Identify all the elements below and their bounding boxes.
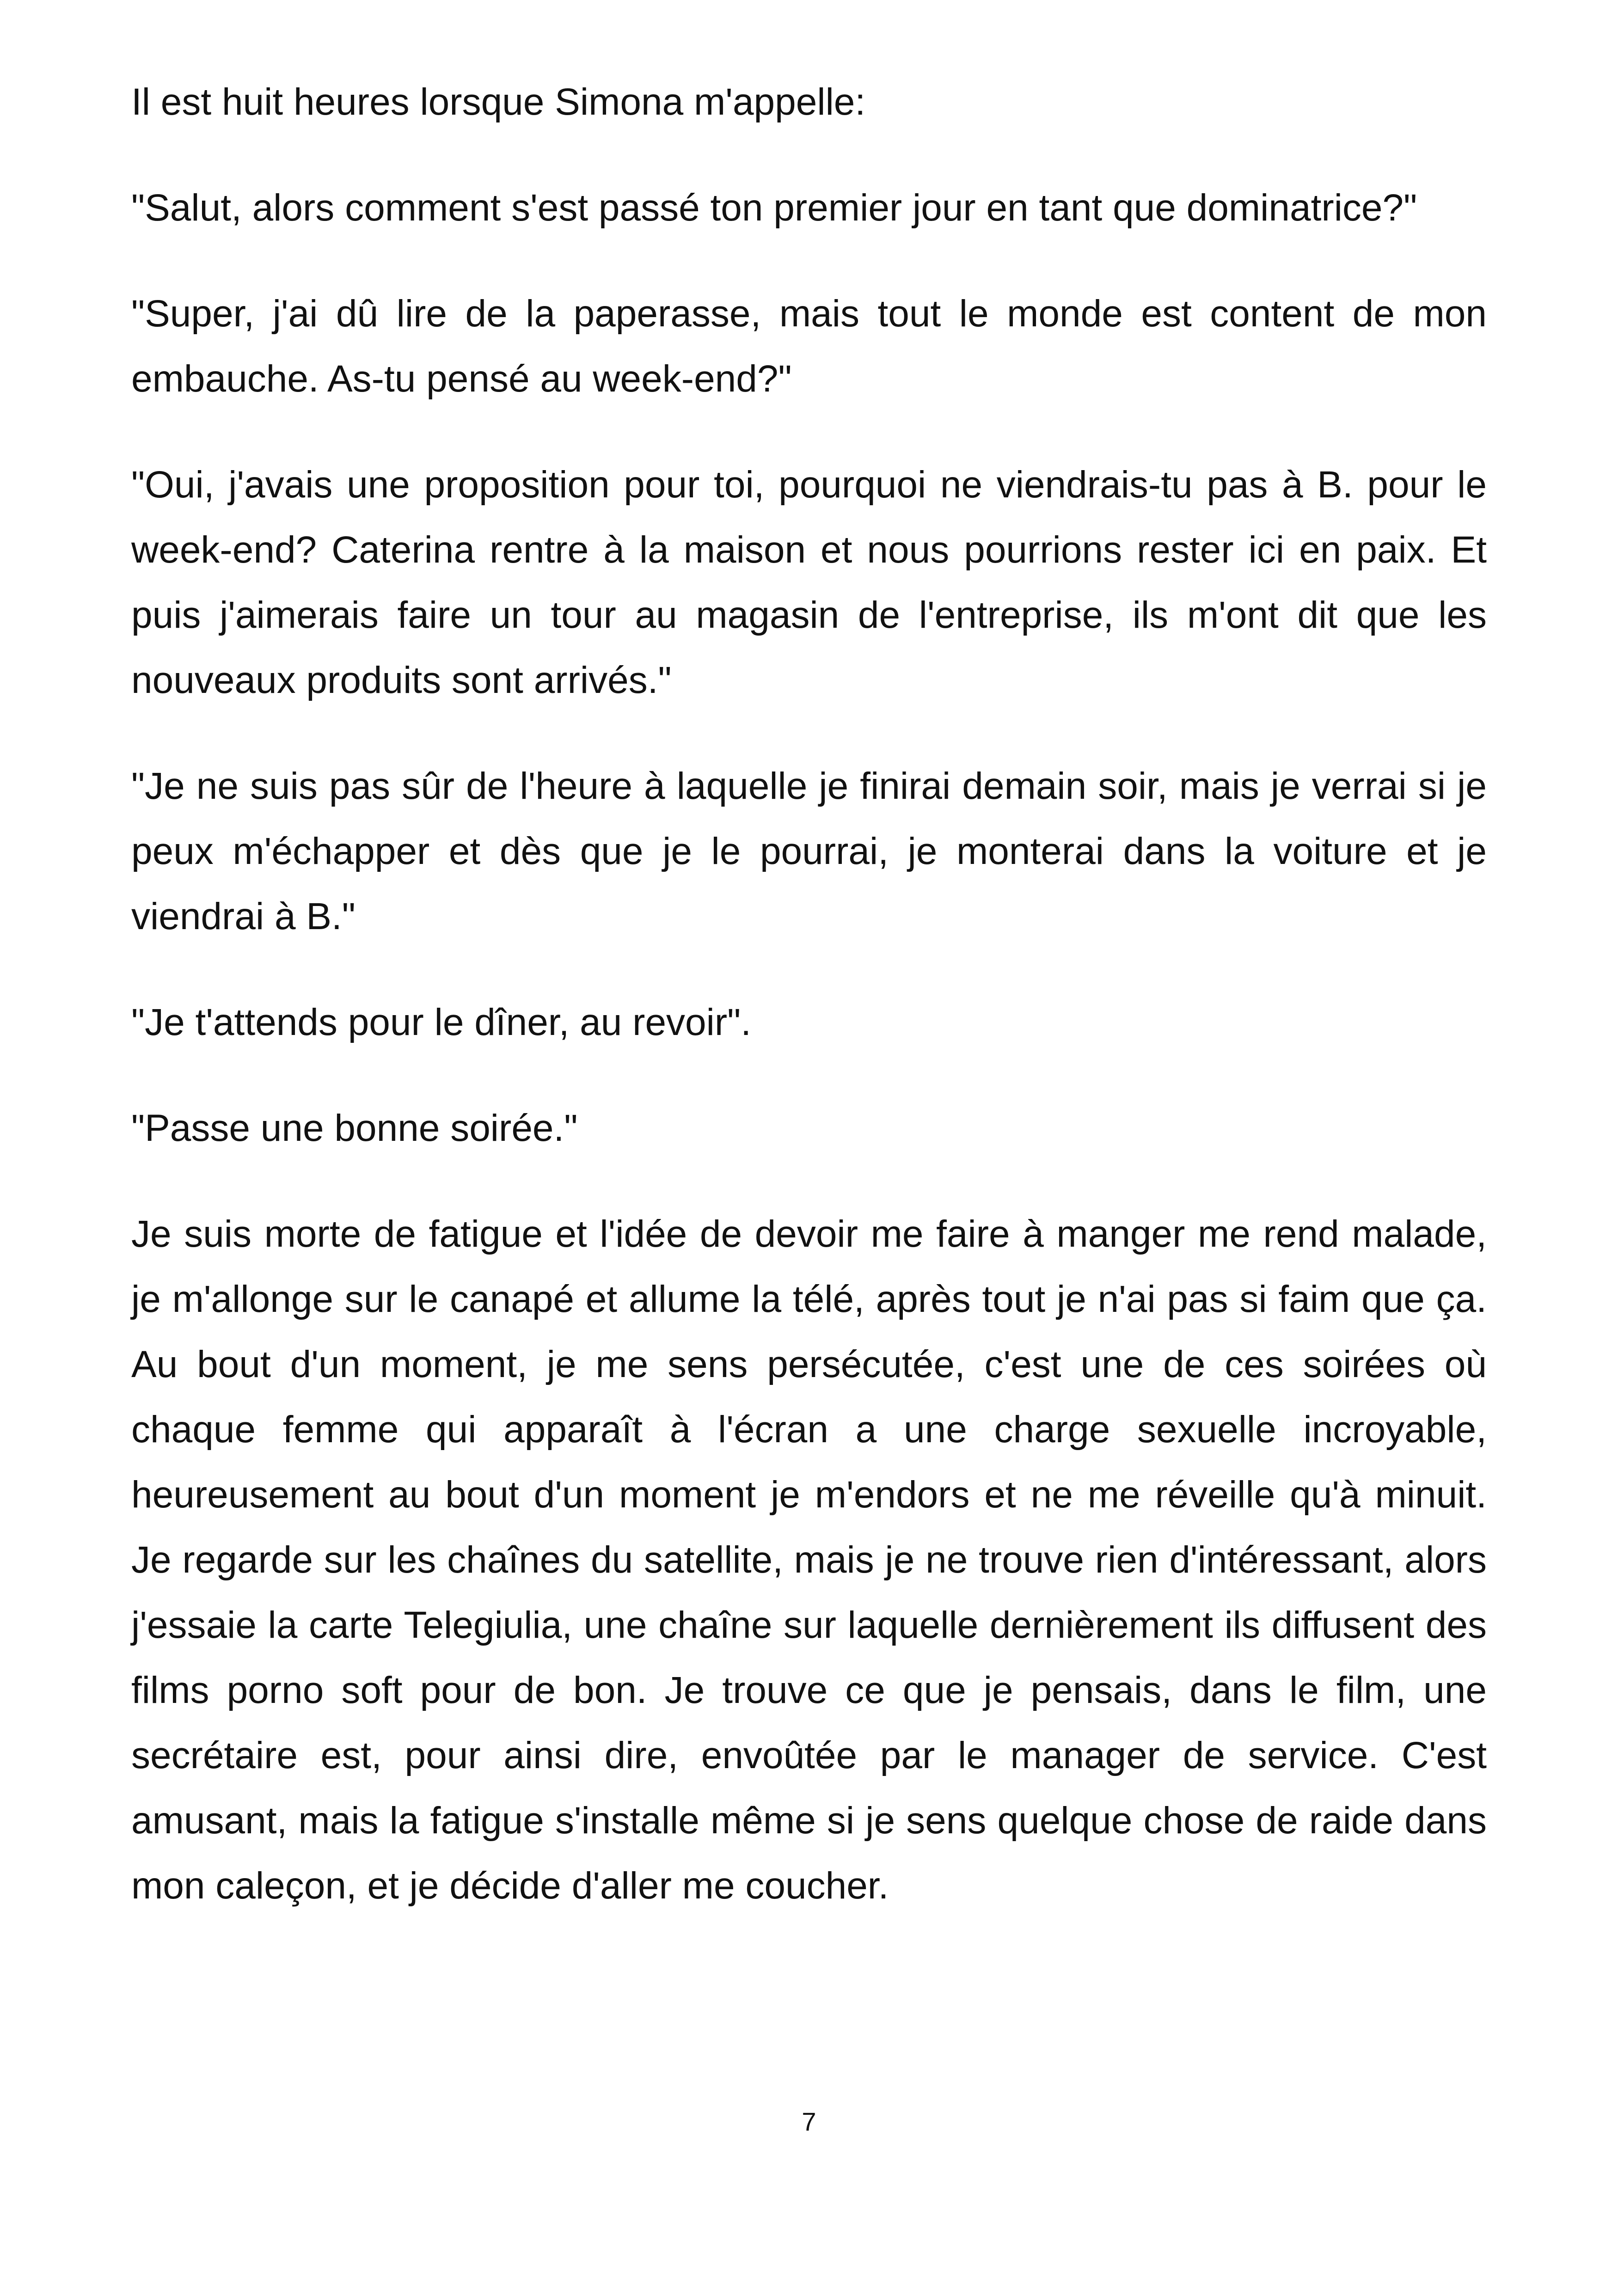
paragraph-4: "Oui, j'avais une proposition pour toi, pourquoi ne viendrais-tu pas à B. pour le week-end? Caterina rentre à la maison et nous pourrions rester ici en paix. Et puis j'aimerais faire un tour au magasin de l'entreprise, ils m'ont dit que les nouveaux produits sont arrivés." bbox=[131, 464, 1487, 701]
paragraph-3: "Super, j'ai dû lire de la paperasse, mais tout le monde est content de mon embauche. As-tu pensé au week-end?" bbox=[131, 293, 1487, 400]
paragraph-2: "Salut, alors comment s'est passé ton premier jour en tant que dominatrice?" bbox=[131, 187, 1417, 229]
paragraph-7: "Passe une bonne soirée." bbox=[131, 1107, 578, 1149]
body-text bbox=[131, 69, 1487, 1959]
paragraph-1: Il est huit heures lorsque Simona m'appelle: bbox=[131, 81, 866, 123]
paragraph-5: "Je ne suis pas sûr de l'heure à laquelle je finirai demain soir, mais je verrai si je peux m'échapper et dès que je le pourrai, je monterai dans la voiture et je viendrai à B." bbox=[131, 765, 1487, 937]
page-number: 7 bbox=[802, 2107, 816, 2136]
paragraph-8: Je suis morte de fatigue et l'idée de devoir me faire à manger me rend malade, je m'allonge sur le canapé et allume la télé, après tout je n'ai pas si faim que ça. Au bout d'un moment, je me sens persécutée, c'est une de ces soirées où chaque femme qui apparaît à l'écran a une charge sexuelle incroyable, heureusement au bout d'un moment je m'endors et ne me réveille qu'à minuit. Je regarde sur les chaînes du satellite, mais je ne trouve rien d'intéressant, alors j'essaie la carte Telegiulia, une chaîne sur laquelle dernièrement ils diffusent des films porno soft pour de bon. Je trouve ce que je pensais, dans le film, une secrétaire est, pour ainsi dire, envoûtée par le manager de service. C'est amusant, mais la fatigue s'installe même si je sens quelque chose de raide dans mon caleçon, et je décide d'aller me coucher. bbox=[131, 1213, 1487, 1907]
paragraph-6: "Je t'attends pour le dîner, au revoir". bbox=[131, 1001, 752, 1043]
